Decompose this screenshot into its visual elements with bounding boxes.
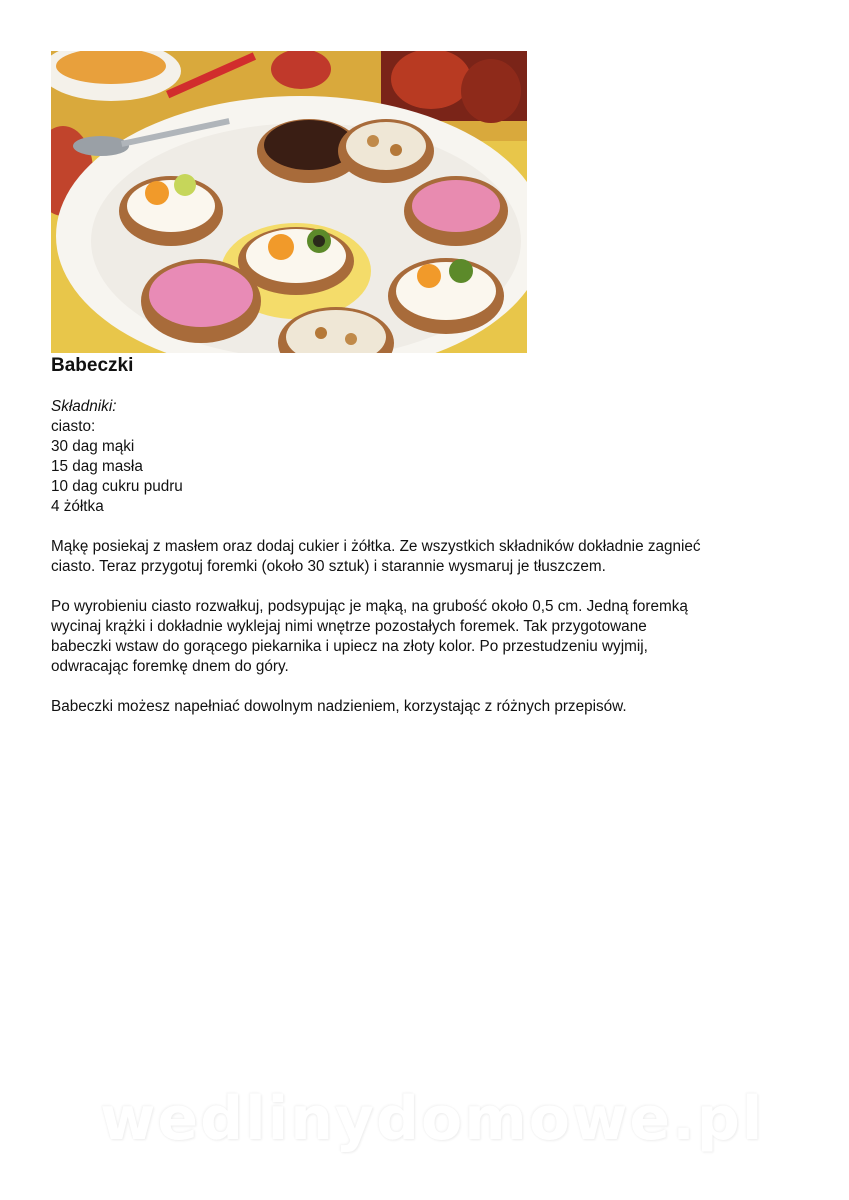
instruction-line: wycinaj krążki i dokładnie wyklejaj nimi wnętrze pozostałych foremek. Tak przygotowane [51, 618, 647, 635]
instruction-paragraph [51, 537, 811, 577]
ingredient-item: 10 dag cukru pudru [51, 478, 183, 495]
ingredient-item: 15 dag masła [51, 458, 143, 475]
instruction-line: odwracając foremkę dnem do góry. [51, 658, 289, 675]
ingredients-heading: Składniki: [51, 398, 117, 415]
instruction-paragraph [51, 597, 811, 677]
site-watermark: wedlinydomowe.pl [100, 1084, 765, 1154]
instruction-line: Mąkę posiekaj z masłem oraz dodaj cukier i żółtka. Ze wszystkich składników dokładnie zagnieć [51, 538, 701, 555]
instruction-paragraph [51, 697, 811, 717]
recipe-photo [51, 51, 527, 353]
recipe-title: Babeczki [51, 355, 134, 376]
recipe-body [51, 397, 811, 737]
instruction-line: Babeczki możesz napełniać dowolnym nadzieniem, korzystając z różnych przepisów. [51, 698, 627, 715]
instruction-line: Po wyrobieniu ciasto rozwałkuj, podsypując je mąką, na grubość około 0,5 cm. Jedną foremką [51, 598, 688, 615]
instruction-line: babeczki wstaw do gorącego piekarnika i upiecz na złoty kolor. Po przestudzeniu wyjmij, [51, 638, 648, 655]
instruction-line: ciasto. Teraz przygotuj foremki (około 30 sztuk) i starannie wysmaruj je tłuszczem. [51, 558, 606, 575]
ingredient-item: ciasto: [51, 418, 96, 435]
ingredient-item: 30 dag mąki [51, 438, 135, 455]
ingredients-section [51, 397, 811, 517]
ingredient-item: 4 żółtka [51, 498, 104, 515]
